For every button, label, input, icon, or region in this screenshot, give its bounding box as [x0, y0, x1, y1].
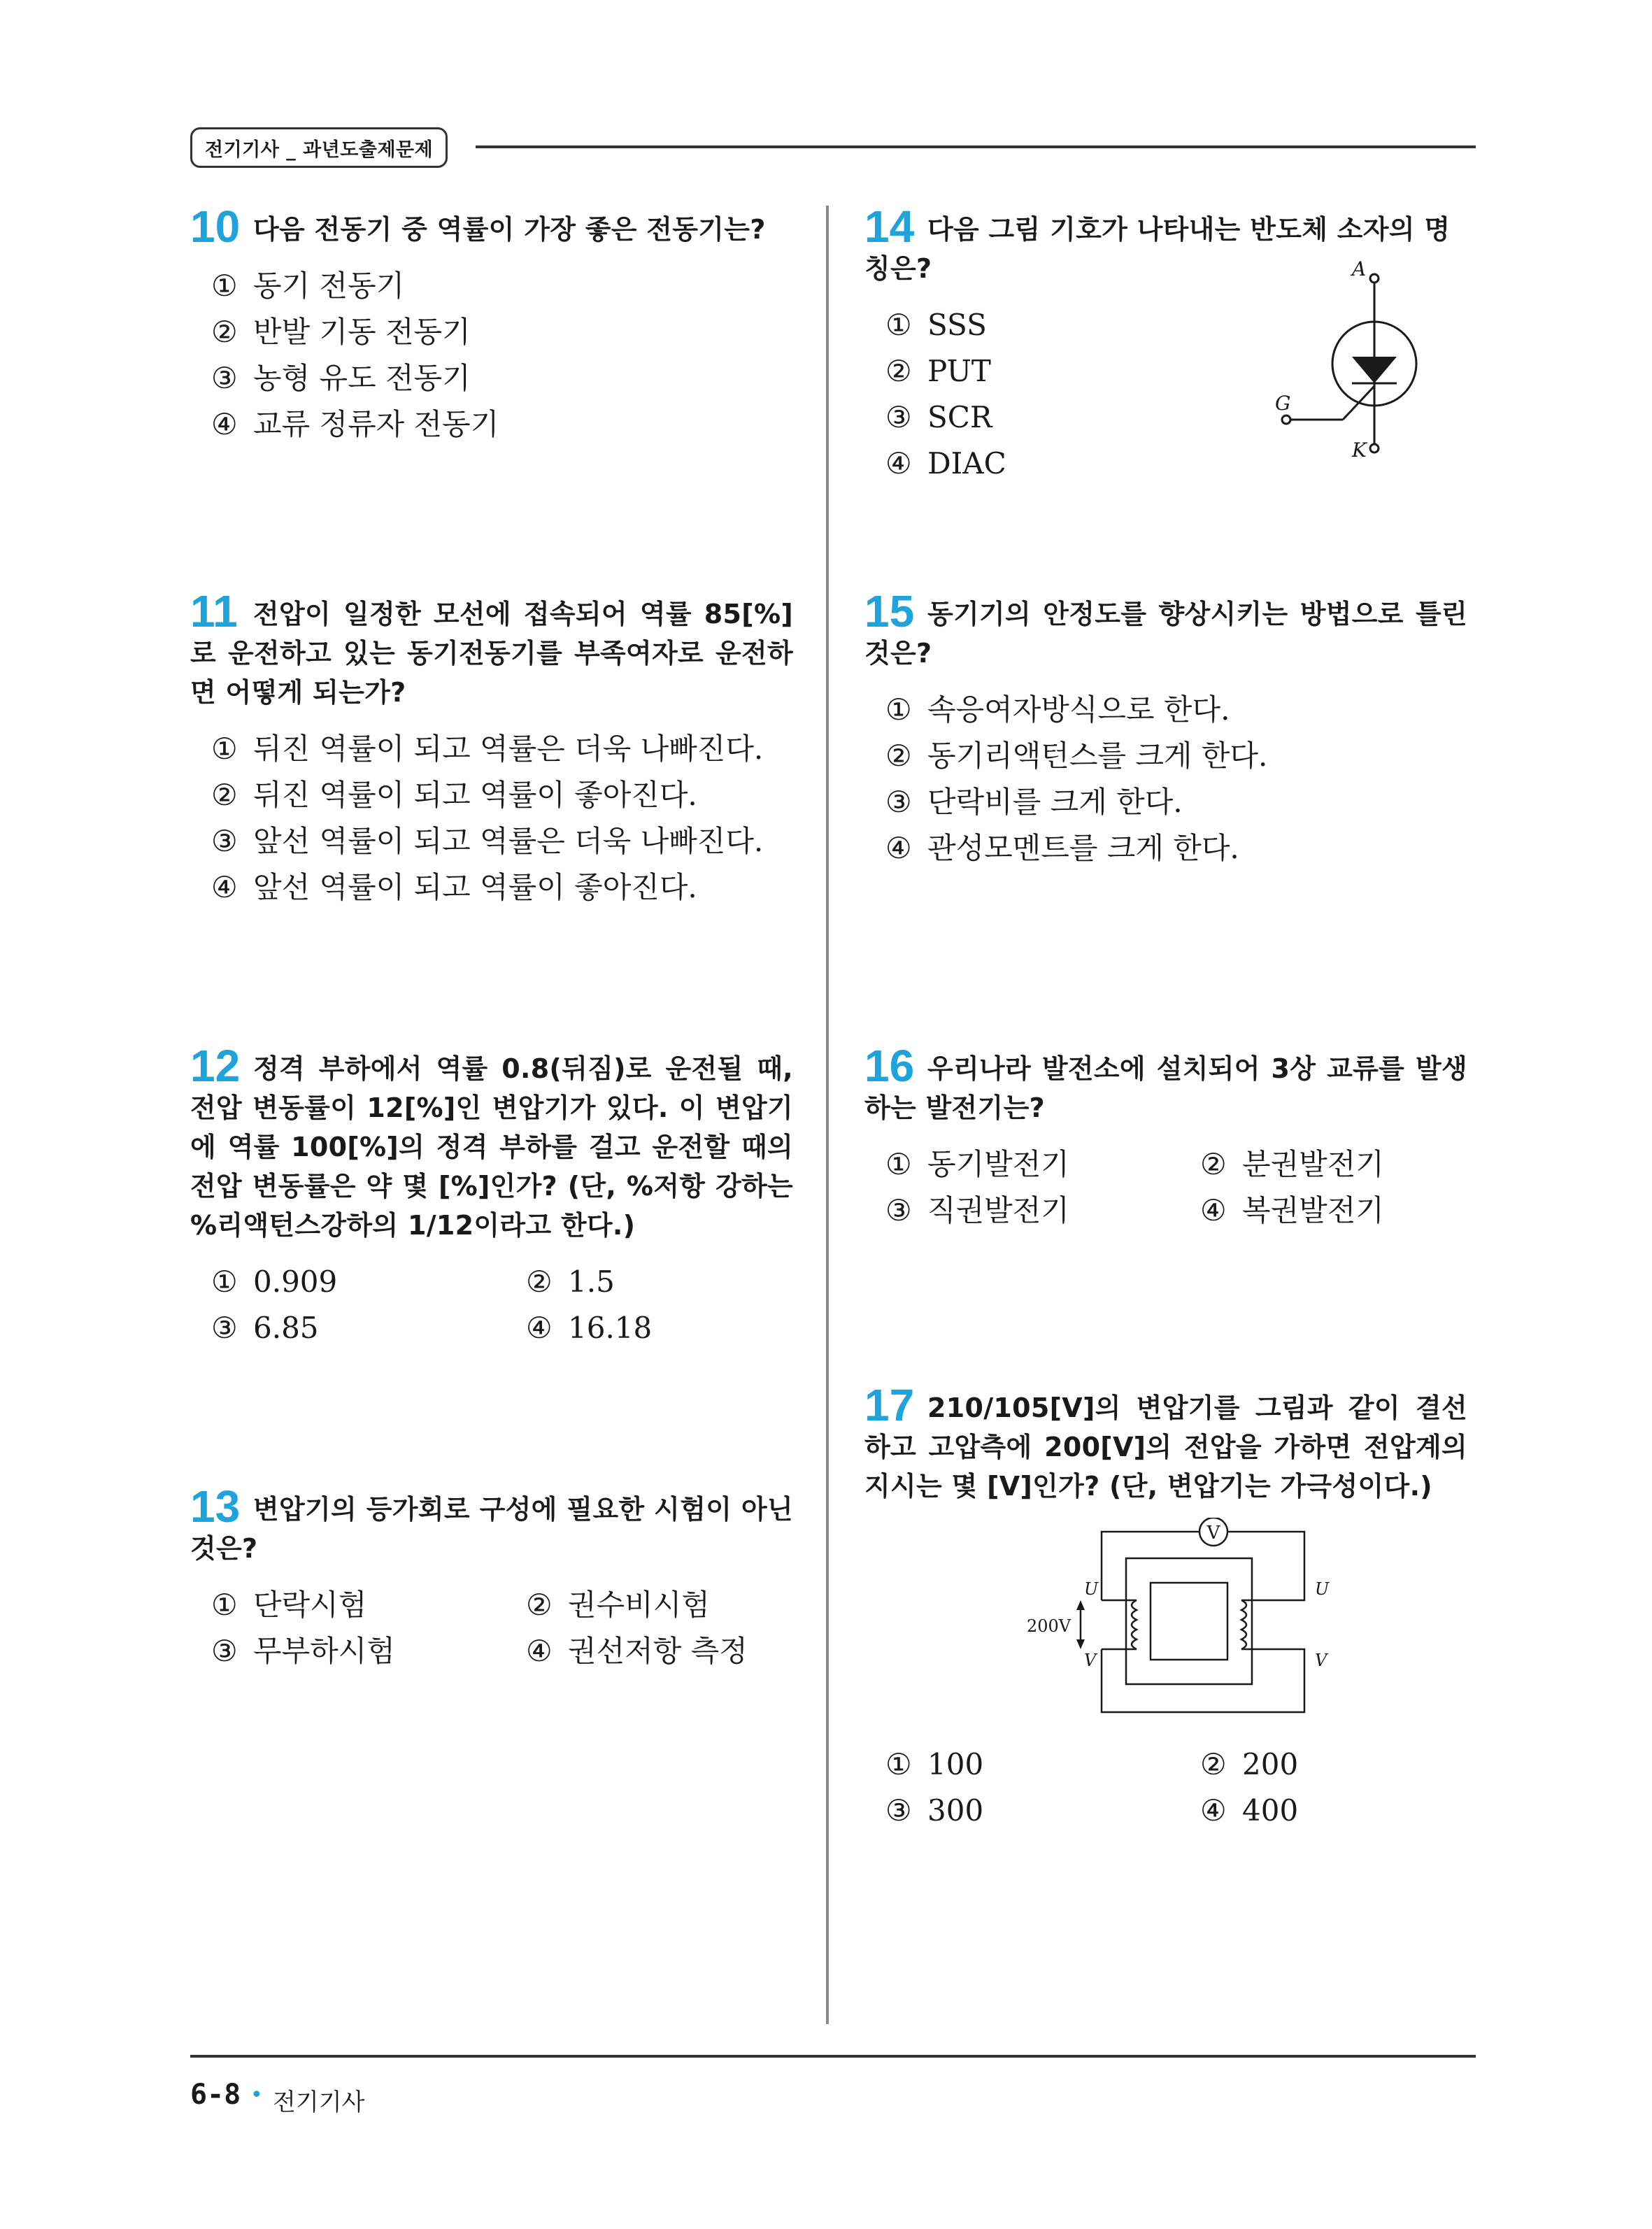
question-stem: 210/105[V]의 변압기를 그림과 같이 결선하고 고압측에 200[V]의 전압을 가하면 전압계의 지시는 몇 [V]인가? (단, 변압기는 가극성이다.): [864, 1393, 1467, 1502]
diode-triangle: [1352, 357, 1397, 383]
footer-bullet: •: [250, 2083, 263, 2107]
option-3[interactable]: ③ 직권발전기: [885, 1193, 1069, 1227]
option-4[interactable]: ④ 복권발전기: [1200, 1193, 1384, 1227]
option-4[interactable]: ④ DIAC: [885, 446, 1006, 480]
option-4[interactable]: ④ 권선저항 측정: [526, 1634, 748, 1668]
page-number: 6-8: [190, 2079, 241, 2111]
question-10: [190, 201, 793, 448]
option-3[interactable]: ③ SCR: [885, 400, 992, 434]
option-2[interactable]: ② PUT: [885, 354, 991, 388]
question-number: 14: [864, 201, 915, 252]
transformer-core: [1126, 1558, 1252, 1684]
thyristor-symbol-figure: [1269, 259, 1451, 462]
option-1[interactable]: ① 동기 전동기: [211, 269, 405, 303]
terminal-u-right: U: [1315, 1579, 1330, 1599]
question-15: [864, 586, 1467, 871]
question-17-option-list: [864, 1742, 1488, 1834]
terminal-v-right: V: [1315, 1651, 1327, 1670]
footer-book-title: 전기기사: [273, 2088, 365, 2116]
gate-terminal: [1282, 415, 1290, 424]
question-stem: 전압이 일정한 모선에 접속되어 역률 85[%]로 운전하고 있는 동기전동기를 부족여자로 운전하면 어떻게 되는가?: [190, 599, 793, 708]
question-number: 15: [864, 586, 915, 636]
option-list: [190, 1259, 793, 1351]
option-list: [190, 726, 793, 911]
column-divider: [826, 206, 829, 2024]
gate-label: G: [1275, 392, 1291, 415]
option-list: [190, 263, 793, 448]
option-2[interactable]: ② 1.5: [526, 1265, 615, 1299]
option-3[interactable]: ③ 무부하시험: [211, 1634, 395, 1668]
option-2[interactable]: ② 200: [1200, 1747, 1299, 1781]
transformer-connection-figure: [1014, 1518, 1350, 1728]
question-number: 11: [190, 586, 238, 636]
question-stem: 동기기의 안정도를 향상시키는 방법으로 틀린 것은?: [864, 599, 1467, 669]
anode-terminal: [1370, 274, 1379, 283]
question-number: 13: [190, 1481, 241, 1532]
option-4[interactable]: ④ 앞선 역률이 되고 역률이 좋아진다.: [211, 870, 697, 904]
option-2[interactable]: ② 뒤진 역률이 되고 역률이 좋아진다.: [211, 778, 697, 812]
question-stem: 변압기의 등가회로 구성에 필요한 시험이 아닌 것은?: [190, 1494, 793, 1564]
primary-winding: [1132, 1600, 1137, 1649]
question-number: 10: [190, 201, 241, 252]
question-17: [864, 1380, 1467, 1506]
option-1[interactable]: ① 동기발전기: [885, 1147, 1069, 1181]
question-stem: 우리나라 발전소에 설치되어 3상 교류를 발생하는 발전기는?: [864, 1053, 1467, 1123]
header-rule: [476, 145, 1476, 148]
option-4[interactable]: ④ 400: [1200, 1793, 1299, 1828]
question-12: [190, 1041, 793, 1351]
question-13: [190, 1481, 793, 1674]
option-2[interactable]: ② 동기리액턴스를 크게 한다.: [885, 739, 1268, 773]
option-1[interactable]: ① 0.909: [211, 1265, 338, 1299]
question-stem: 다음 그림 기호가 나타내는 반도체 소자의 명칭은?: [864, 214, 1451, 284]
section-tag: 전기기사 _ 과년도출제문제: [190, 127, 448, 168]
option-2[interactable]: ② 분권발전기: [1200, 1147, 1384, 1181]
question-number: 16: [864, 1041, 915, 1091]
option-3[interactable]: ③ 앞선 역률이 되고 역률은 더욱 나빠진다.: [211, 824, 764, 858]
question-number: 12: [190, 1041, 241, 1091]
option-1[interactable]: ① 100: [885, 1747, 984, 1781]
option-1[interactable]: ① 단락시험: [211, 1588, 367, 1622]
cathode-label: K: [1352, 439, 1367, 462]
option-3[interactable]: ③ 농형 유도 전동기: [211, 361, 471, 395]
option-list: [190, 1582, 793, 1674]
terminal-v-left: V: [1084, 1651, 1097, 1670]
question-11: [190, 586, 793, 911]
option-list: [864, 1141, 1467, 1234]
option-1[interactable]: ① 속응여자방식으로 한다.: [885, 692, 1230, 727]
option-2[interactable]: ② 권수비시험: [526, 1588, 710, 1622]
option-2[interactable]: ② 반발 기동 전동기: [211, 315, 471, 349]
voltmeter-label: V: [1206, 1523, 1220, 1544]
footer-rule: [190, 2055, 1476, 2058]
option-4[interactable]: ④ 교류 정류자 전동기: [211, 407, 499, 441]
anode-label: A: [1352, 259, 1367, 280]
secondary-winding: [1241, 1600, 1246, 1649]
option-3[interactable]: ③ 단락비를 크게 한다.: [885, 785, 1183, 819]
option-4[interactable]: ④ 관성모멘트를 크게 한다.: [885, 831, 1239, 865]
option-1[interactable]: ① 뒤진 역률이 되고 역률은 더욱 나빠진다.: [211, 732, 764, 766]
cathode-terminal: [1370, 444, 1379, 453]
option-3[interactable]: ③ 300: [885, 1793, 984, 1828]
question-stem: 정격 부하에서 역률 0.8(뒤짐)로 운전될 때, 전압 변동률이 12[%]인 변압기가 있다. 이 변압기에 역률 100[%]의 정격 부하를 걸고 운전할 때의 전압 변동률은 약 몇 [%]인가? (단, %저항 강하는 %리액턴스강하의 1/12이라고 한다.): [190, 1053, 793, 1241]
applied-voltage-label: 200V: [1027, 1616, 1071, 1636]
question-stem: 다음 전동기 중 역률이 가장 좋은 전동기는?: [253, 214, 766, 245]
option-list: [864, 687, 1467, 871]
option-1[interactable]: ① SSS: [885, 308, 987, 342]
question-16: [864, 1041, 1467, 1234]
question-number: 17: [864, 1380, 915, 1430]
terminal-u-left: U: [1084, 1579, 1099, 1599]
option-4[interactable]: ④ 16.18: [526, 1311, 653, 1345]
option-3[interactable]: ③ 6.85: [211, 1311, 319, 1345]
